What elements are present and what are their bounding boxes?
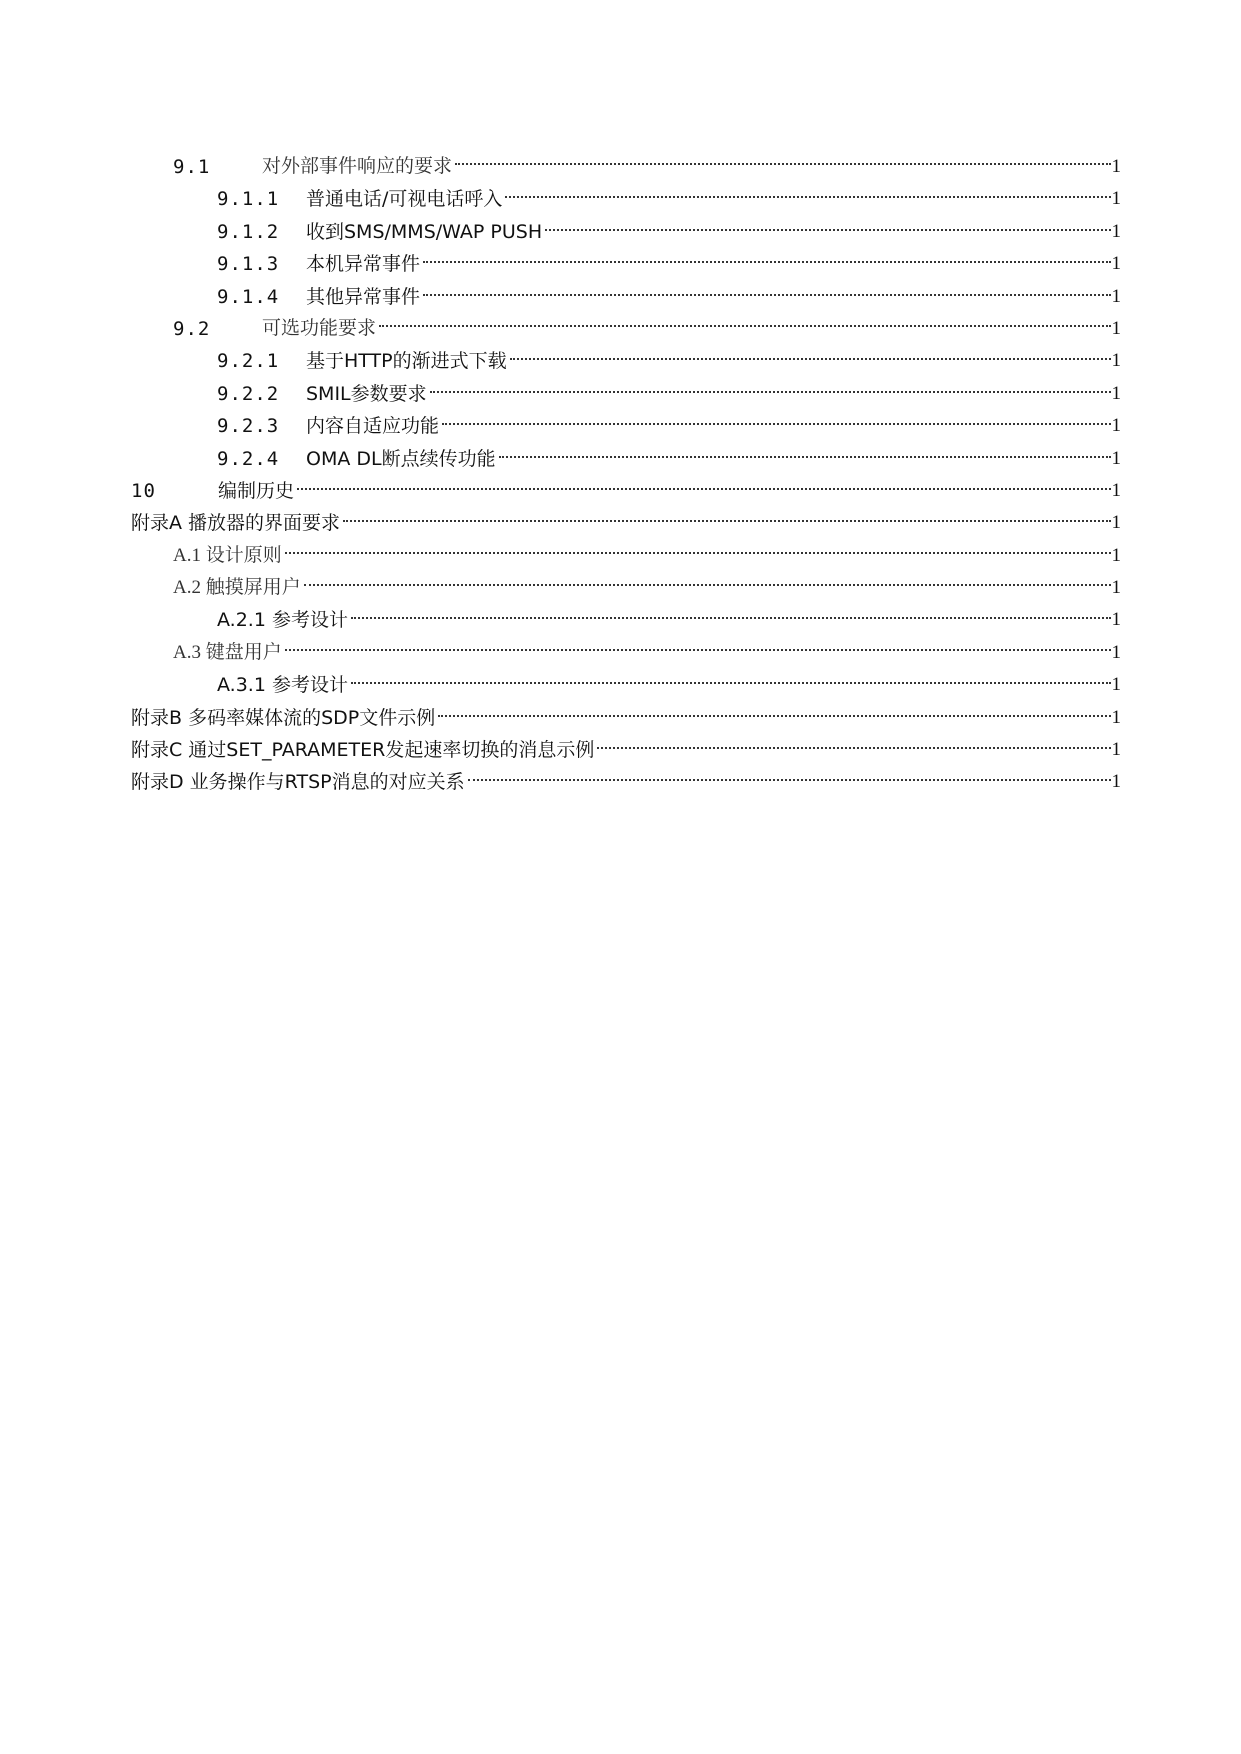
toc-entry[interactable] [0,378,1241,410]
toc-entry-page-number: 1 [1111,253,1121,275]
dot-leader [351,617,1111,619]
toc-entry-page-number: 1 [1111,674,1121,696]
dot-leader [430,391,1111,393]
toc-entry-title: 收到SMS/MMS/WAP PUSH [306,220,543,243]
toc-entry[interactable] [0,183,1241,215]
toc-entry-number: 10 [131,479,156,502]
dot-leader [297,488,1111,490]
dot-leader [343,520,1111,522]
dot-leader [379,325,1111,327]
toc-entry-title: 附录B 多码率媒体流的SDP文件示例 [131,706,436,729]
toc-entry[interactable] [0,410,1241,442]
toc-entry-page-number: 1 [1111,739,1121,761]
toc-entry-title: OMA DL断点续传功能 [306,447,496,470]
toc-entry[interactable] [0,507,1241,539]
toc-entry-number: 9.1.4 [217,285,280,308]
dot-leader [455,163,1111,165]
toc-entry[interactable] [0,766,1241,798]
dot-leader [545,229,1111,231]
toc-entry-number: 9.2.2 [217,382,280,405]
toc-entry[interactable] [0,443,1241,475]
toc-entry-page-number: 1 [1111,317,1121,339]
toc-entry[interactable] [0,475,1241,507]
toc-entry-title: A.2 触摸屏用户 [173,577,301,599]
toc-entry-title: 对外部事件响应的要求 [262,156,453,177]
toc-entry-number: 9.2.1 [217,350,280,373]
toc-entry-number: 9.1.1 [217,188,280,211]
toc-entry[interactable] [0,313,1241,345]
toc-entry[interactable] [0,734,1241,766]
toc-entry[interactable] [0,345,1241,377]
toc-entry-title: 附录A 播放器的界面要求 [131,512,341,535]
toc-entry[interactable] [0,604,1241,636]
dot-leader [442,423,1111,425]
toc-entry[interactable] [0,540,1241,572]
dot-leader [510,358,1111,360]
dot-leader [285,649,1111,651]
toc-entry-number: 9.1.3 [217,253,280,276]
toc-entry-title: 可选功能要求 [262,317,377,339]
toc-entry-page-number: 1 [1111,479,1121,501]
toc-entry-number: 9.1.2 [217,220,280,243]
toc-entry-page-number: 1 [1111,415,1121,437]
toc-entry-title: 其他异常事件 [306,285,421,308]
dot-leader [505,196,1111,198]
toc-entry[interactable] [0,281,1241,313]
toc-entry-page-number: 1 [1111,350,1121,372]
toc-entry-page-number: 1 [1111,512,1121,534]
toc-entry-title: 附录D 业务操作与RTSP消息的对应关系 [131,771,465,794]
toc-entry-title: 内容自适应功能 [306,415,440,438]
toc-entry-page-number: 1 [1111,706,1121,728]
toc-entry-title: 基于HTTP的渐进式下载 [306,350,507,373]
toc-entry-title: A.2.1 参考设计 [217,609,348,632]
toc-entry-number: 9.2.3 [217,415,280,438]
toc-entry[interactable] [0,572,1241,604]
toc-entry-title: A.3 键盘用户 [173,641,282,663]
dot-leader [423,294,1111,296]
dot-leader [285,552,1111,554]
toc-entry-page-number: 1 [1111,641,1121,663]
toc-entry[interactable] [0,248,1241,280]
toc-entry-page-number: 1 [1111,544,1121,566]
dot-leader [499,456,1111,458]
toc-entry-page-number: 1 [1111,447,1121,469]
toc-entry[interactable] [0,637,1241,669]
toc-entry-title: SMIL参数要求 [306,382,427,405]
toc-entry-page-number: 1 [1111,577,1121,599]
dot-leader [423,261,1111,263]
toc-entry-number: 9.2.4 [217,447,280,470]
toc-entry-title: 普通电话/可视电话呼入 [306,188,503,211]
toc-entry-page-number: 1 [1111,382,1121,404]
dot-leader [351,682,1111,684]
toc-entry[interactable] [0,216,1241,248]
dot-leader [438,715,1111,717]
toc-entry-title: 附录C 通过SET_PARAMETER发起速率切换的消息示例 [131,739,595,762]
toc-entry-title: 本机异常事件 [306,253,421,276]
toc-entry-page-number: 1 [1111,156,1121,177]
dot-leader [304,584,1111,586]
toc-entry-page-number: 1 [1111,188,1121,210]
toc-entry-title: 编制历史 [218,479,295,502]
toc-entry-page-number: 1 [1111,285,1121,307]
table-of-contents [0,151,1241,799]
toc-entry-page-number: 1 [1111,609,1121,631]
toc-entry-title: A.1 设计原则 [173,544,282,566]
toc-entry[interactable] [0,702,1241,734]
toc-entry-page-number: 1 [1111,771,1121,793]
dot-leader [597,747,1111,749]
dot-leader [468,779,1111,781]
toc-entry-title: A.3.1 参考设计 [217,674,348,697]
toc-entry-page-number: 1 [1111,220,1121,242]
toc-entry[interactable] [0,151,1241,183]
toc-entry-number: 9.1 [173,156,211,178]
toc-entry-number: 9.2 [173,317,211,340]
toc-entry[interactable] [0,669,1241,701]
